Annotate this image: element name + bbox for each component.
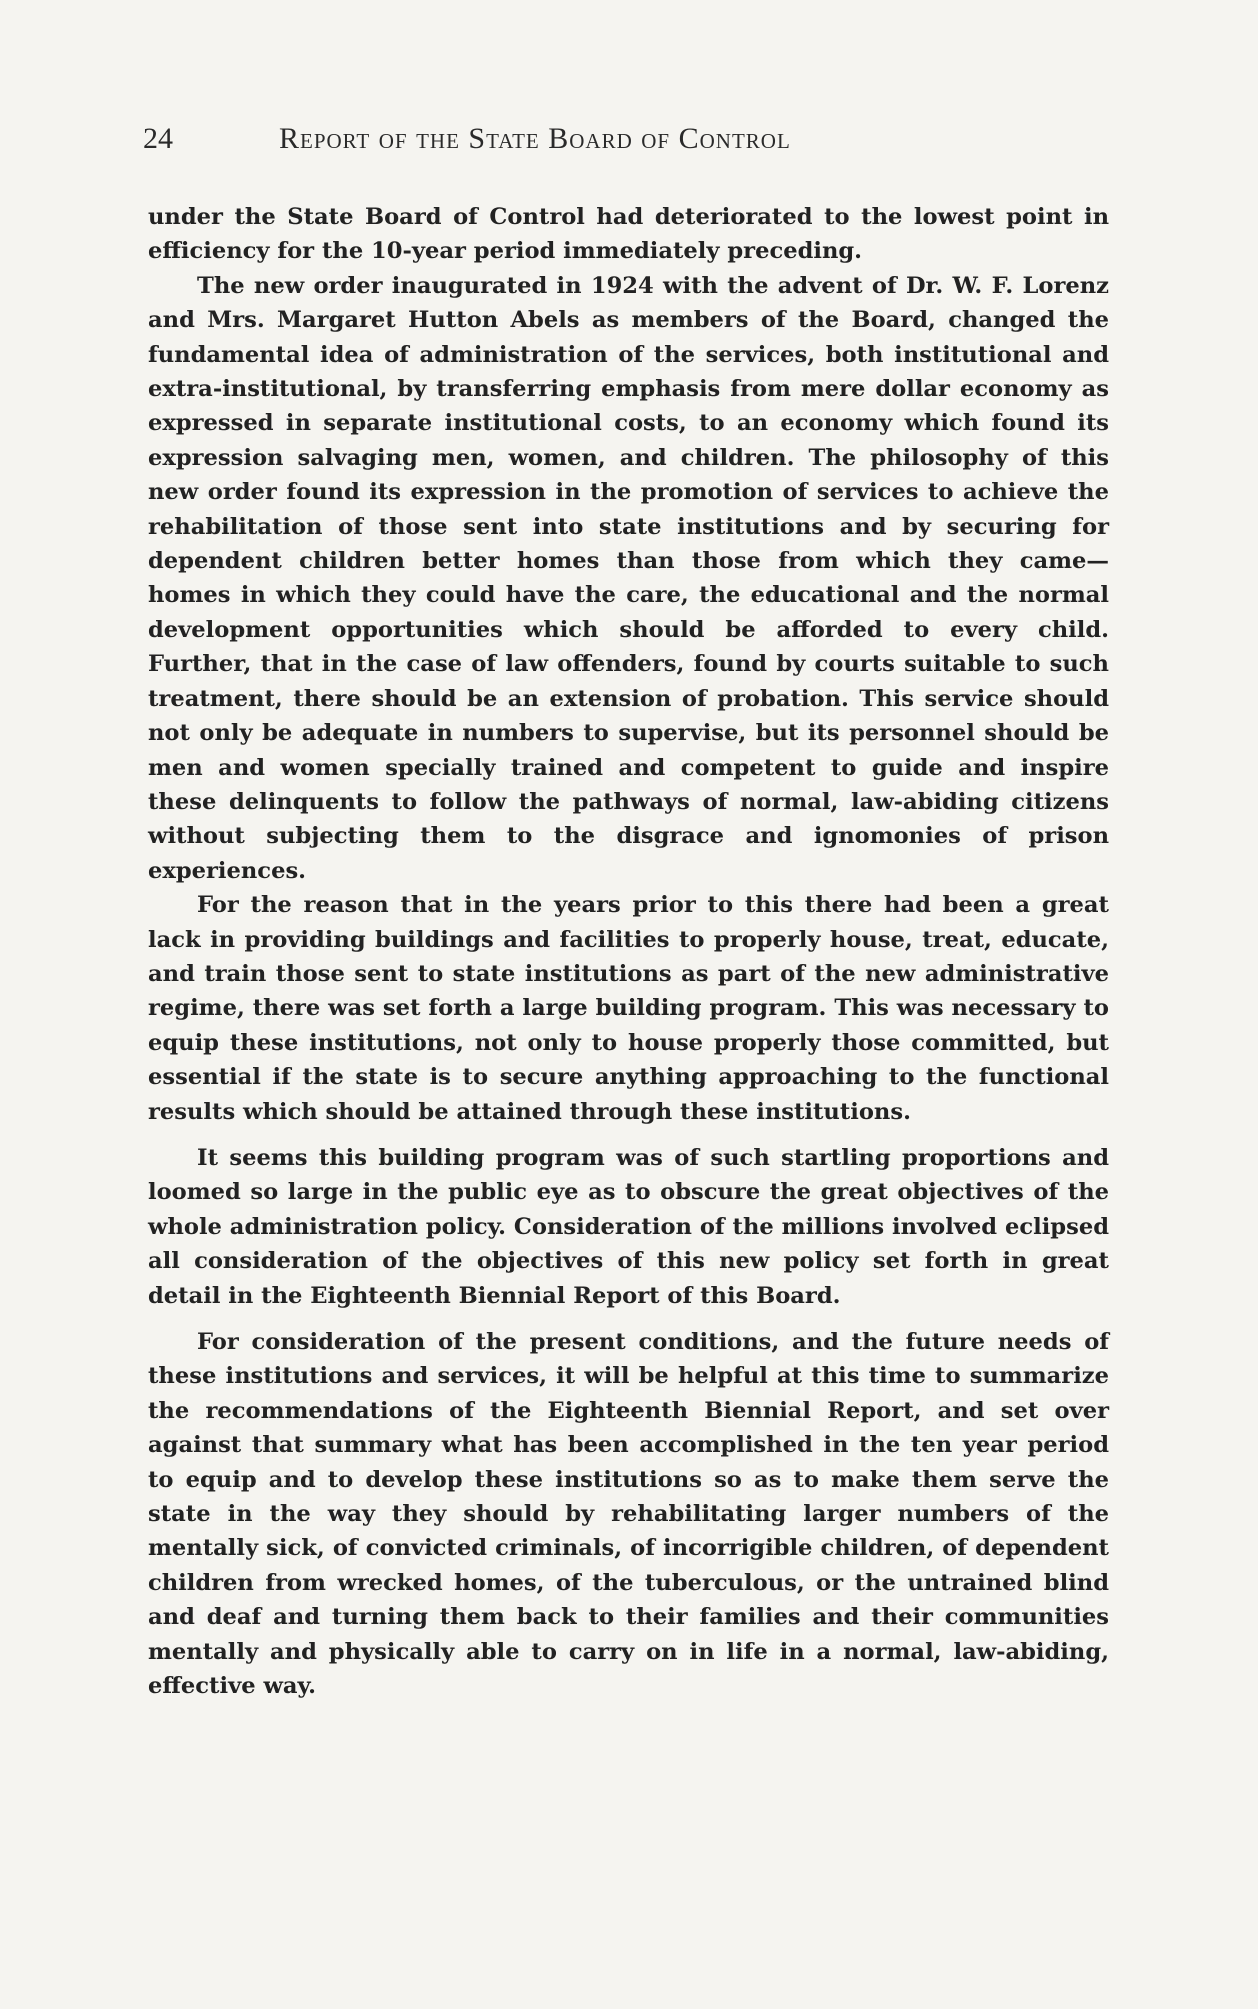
page-number: 24 <box>143 122 173 155</box>
paragraph-new-order: The new order inaugurated in 1924 with the advent of Dr. W. F. Lorenz and Mrs. Margaret Hutton Abels as members of the Board, changed the fundamental idea of administration of the services, both institutional and extra-institutional, by transferring emphasis from mere dollar economy as expressed in separate institutional costs, to an economy which found its expression salvaging men, women, and children. The philosophy of this new order found its expression in the promotion of services to achieve the rehabilitation of those sent into state institutions and by securing for dependent children better homes than those from which they came— homes in which they could have the care, the educational and the normal development opportunities which should be afforded to every child. Further, that in the case of law offenders, found by courts suitable to such treatment, there should be an extension of probation. This service should not only be adequate in numbers to supervise, but its personnel should be men and women specially trained and competent to guide and inspire these delinquents to follow the pathways of normal, law-abiding citizens without subjecting them to the disgrace and ignomonies of prison experiences. <box>148 272 1109 884</box>
paragraph-building-program: It seems this building program was of such startling proportions and loomed so large in the public eye as to obscure the great objectives of the whole administration policy. Consideration of the millions involved eclipsed all consideration of the objectives of this new policy set forth in great detail in the Eighteenth Biennial Report of this Board. <box>148 1144 1109 1309</box>
running-title: Report of the State Board of Control <box>279 122 791 155</box>
paragraph-present-conditions: For consideration of the present conditions, and the future needs of these institutions and services, it will be helpful at this time to summarize the recommendations of the Eighteenth Biennial Report, and set over against that summary what has been accomplished in the ten year period to equip and to develop these institutions so as to make them serve the state in the way they should by rehabilitating larger numbers of the mentally sick, of convicted criminals, of incorrigible children, of dependent children from wrecked homes, of the tuberculous, or the untrained blind and deaf and turning them back to their families and their communities mentally and physically able to carry on in life in a normal, law-abiding, effective way. <box>148 1329 1109 1700</box>
paragraph-continuation: under the State Board of Control had deteriorated to the lowest point in efficiency for the 10-year period immediately preceding. <box>148 204 1109 265</box>
paragraph-building-lack: For the reason that in the years prior to this there had been a great lack in providing buildings and facilities to properly house, treat, educate, and train those sent to state institutions as part of the new administrative regime, there was set forth a large building program. This was necessary to equip these institutions, not only to house properly those committed, but essential if the state is to secure anything approaching to the functional results which should be attained through these institutions. <box>148 892 1109 1125</box>
page-header <box>143 122 1123 162</box>
body-text <box>148 200 1109 1703</box>
